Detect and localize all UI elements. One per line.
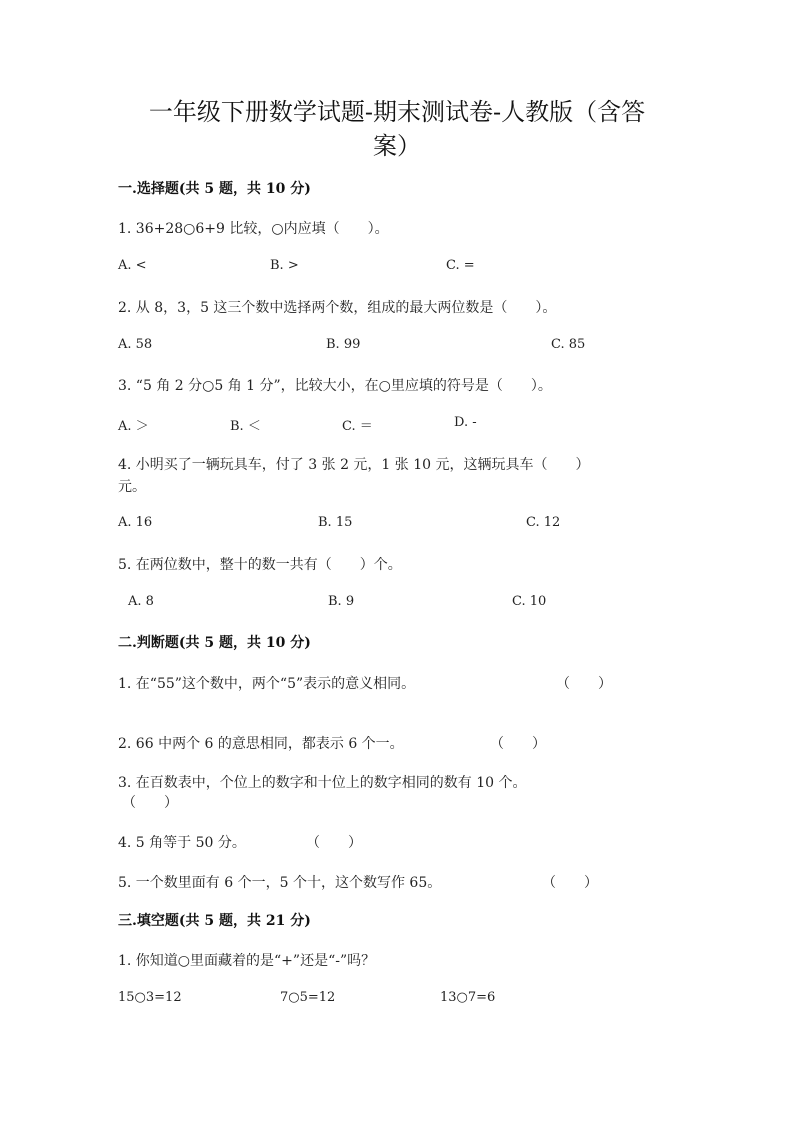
equation-1: 15○3=12 (118, 990, 182, 1005)
title-line-1: 一年级下册数学试题-期末测试卷-人教版（含答 (148, 98, 646, 126)
option-a: A. ＞ (118, 419, 149, 434)
option-b: B. 99 (326, 337, 361, 352)
option-c: C. = (446, 258, 475, 273)
option-a: A. < (118, 258, 147, 273)
option-a: A. 16 (118, 515, 153, 530)
question-text: 1. 你知道○里面藏着的是“+”还是“-”吗？ (118, 953, 376, 969)
question-text: 4. 5 角等于 50 分。 (118, 835, 246, 851)
option-a: A. 58 (118, 337, 153, 352)
question-text: 5. 在两位数中，整十的数一共有（ ）个。 (118, 557, 402, 573)
equation-2: 7○5=12 (280, 990, 336, 1005)
option-b: B. > (270, 258, 299, 273)
section-heading-choice: 一.选择题(共 5 题，共 10 分) (118, 181, 311, 197)
section-heading-fill-in: 三.填空题(共 5 题，共 21 分) (118, 913, 311, 929)
question-text: 3. 在百数表中，个位上的数字和十位上的数字相同的数有 10 个。 (118, 775, 527, 791)
equation-3: 13○7=6 (440, 990, 496, 1005)
option-c: C. 10 (512, 594, 547, 609)
answer-paren: （ ） (542, 875, 598, 891)
question-text: 1. 36+28○6+9 比较，○内应填（ ）。 (118, 221, 389, 237)
question-text-continued: 元。 (118, 479, 146, 495)
answer-paren: （ ） (122, 795, 178, 811)
answer-paren: （ ） (556, 676, 612, 692)
section-heading-judgment: 二.判断题(共 5 题，共 10 分) (118, 635, 311, 651)
question-text: 1. 在“55”这个数中，两个“5”表示的意义相同。 (118, 676, 416, 692)
option-a: A. 8 (128, 594, 154, 609)
answer-paren: （ ） (490, 736, 546, 752)
option-d: D. - (454, 415, 477, 430)
question-text: 2. 从 8，3，5 这三个数中选择两个数，组成的最大两位数是（ ）。 (118, 300, 557, 316)
question-text: 4. 小明买了一辆玩具车，付了 3 张 2 元，1 张 10 元，这辆玩具车（ ） (118, 457, 590, 473)
answer-paren: （ ） (306, 835, 362, 851)
question-text: 5. 一个数里面有 6 个一，5 个十，这个数写作 65。 (118, 875, 442, 891)
option-b: B. ＜ (230, 419, 261, 434)
option-c: C. 85 (551, 337, 586, 352)
question-text: 3. “5 角 2 分○5 角 1 分”，比较大小，在○里应填的符号是（ ）。 (118, 378, 552, 394)
option-c: C. 12 (526, 515, 561, 530)
option-b: B. 15 (318, 515, 353, 530)
title-line-2: 案） (373, 132, 421, 160)
option-c: C. ＝ (342, 419, 373, 434)
option-b: B. 9 (328, 594, 355, 609)
question-text: 2. 66 中两个 6 的意思相同，都表示 6 个一。 (118, 736, 404, 752)
